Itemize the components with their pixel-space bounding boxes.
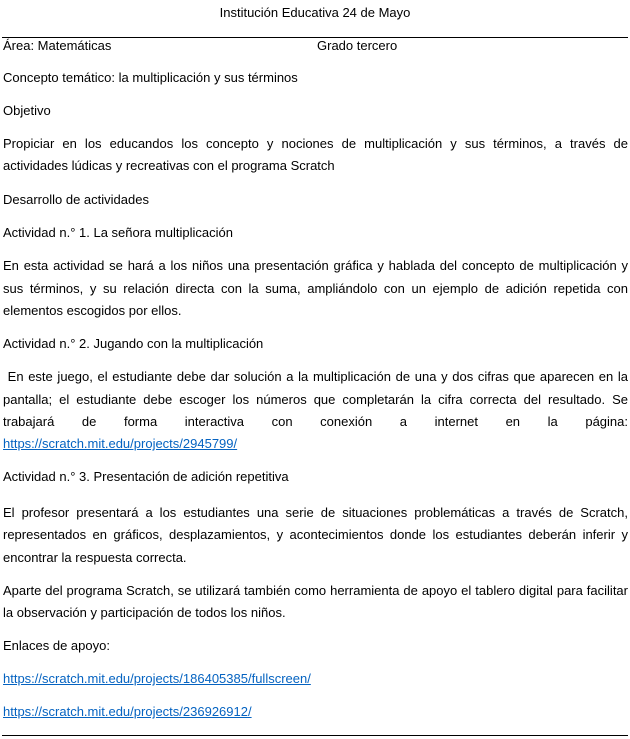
activity3-text-line: representados en gráficos, desplazamientos, y acontecimientos donde los estudiantes deberán inferir y <box>3 527 628 542</box>
objective-text-line: Propiciar en los educandos los concepto y nociones de multiplicación y sus términos, a través de <box>3 136 628 151</box>
activity3-title: Actividad n.° 3. Presentación de adición repetitiva <box>3 469 289 484</box>
activity2-text-line: trabajará de forma interactiva con conexión a internet en la página: <box>3 414 628 429</box>
footer-divider <box>2 735 628 736</box>
support-link[interactable]: https://scratch.mit.edu/projects/236926912/ <box>3 704 252 719</box>
activity2-title: Actividad n.° 2. Jugando con la multiplicación <box>3 336 264 351</box>
activity3-text-line: encontrar la respuesta correcta. <box>3 550 187 565</box>
links-heading: Enlaces de apoyo: <box>3 638 110 653</box>
activity1-text-line: elementos escogidos por ellos. <box>3 303 182 318</box>
development-heading: Desarrollo de actividades <box>3 192 149 207</box>
activity2-text-line: En este juego, el estudiante debe dar solución a la multiplicación de una y dos cifras que aparecen en la <box>3 369 628 384</box>
objective-heading: Objetivo <box>3 103 51 118</box>
activity1-title: Actividad n.° 1. La señora multiplicación <box>3 225 233 240</box>
area-label: Área: Matemáticas <box>3 38 112 53</box>
objective-text-line: actividades lúdicas y recreativas con el programa Scratch <box>3 158 335 173</box>
concept-line: Concepto temático: la multiplicación y sus términos <box>3 70 298 85</box>
activity1-text-line: En esta actividad se hará a los niños una presentación gráfica y hablada del concepto de multiplicación y <box>3 258 628 273</box>
activity2-link[interactable]: https://scratch.mit.edu/projects/2945799/ <box>3 436 238 451</box>
activity1-text-line: sus términos, y su relación directa con la suma, ampliándolo con un ejemplo de adición repetida con <box>3 281 628 296</box>
institution-title: Institución Educativa 24 de Mayo <box>219 5 411 20</box>
activity3-text-line: El profesor presentará a los estudiantes una serie de situaciones problemáticas a través de Scratch, <box>3 505 628 520</box>
support-text-line: Aparte del programa Scratch, se utilizará también como herramienta de apoyo el tablero digital para facilitar <box>3 583 628 598</box>
activity2-text-line: pantalla; el estudiante debe escoger los números que completarán la cifra correcta del resultado. Se <box>3 392 628 407</box>
grade-label: Grado tercero <box>317 38 398 53</box>
support-text-line: la observación y participación de todos los niños. <box>3 605 286 620</box>
support-link[interactable]: https://scratch.mit.edu/projects/186405385/fullscreen/ <box>3 671 311 686</box>
